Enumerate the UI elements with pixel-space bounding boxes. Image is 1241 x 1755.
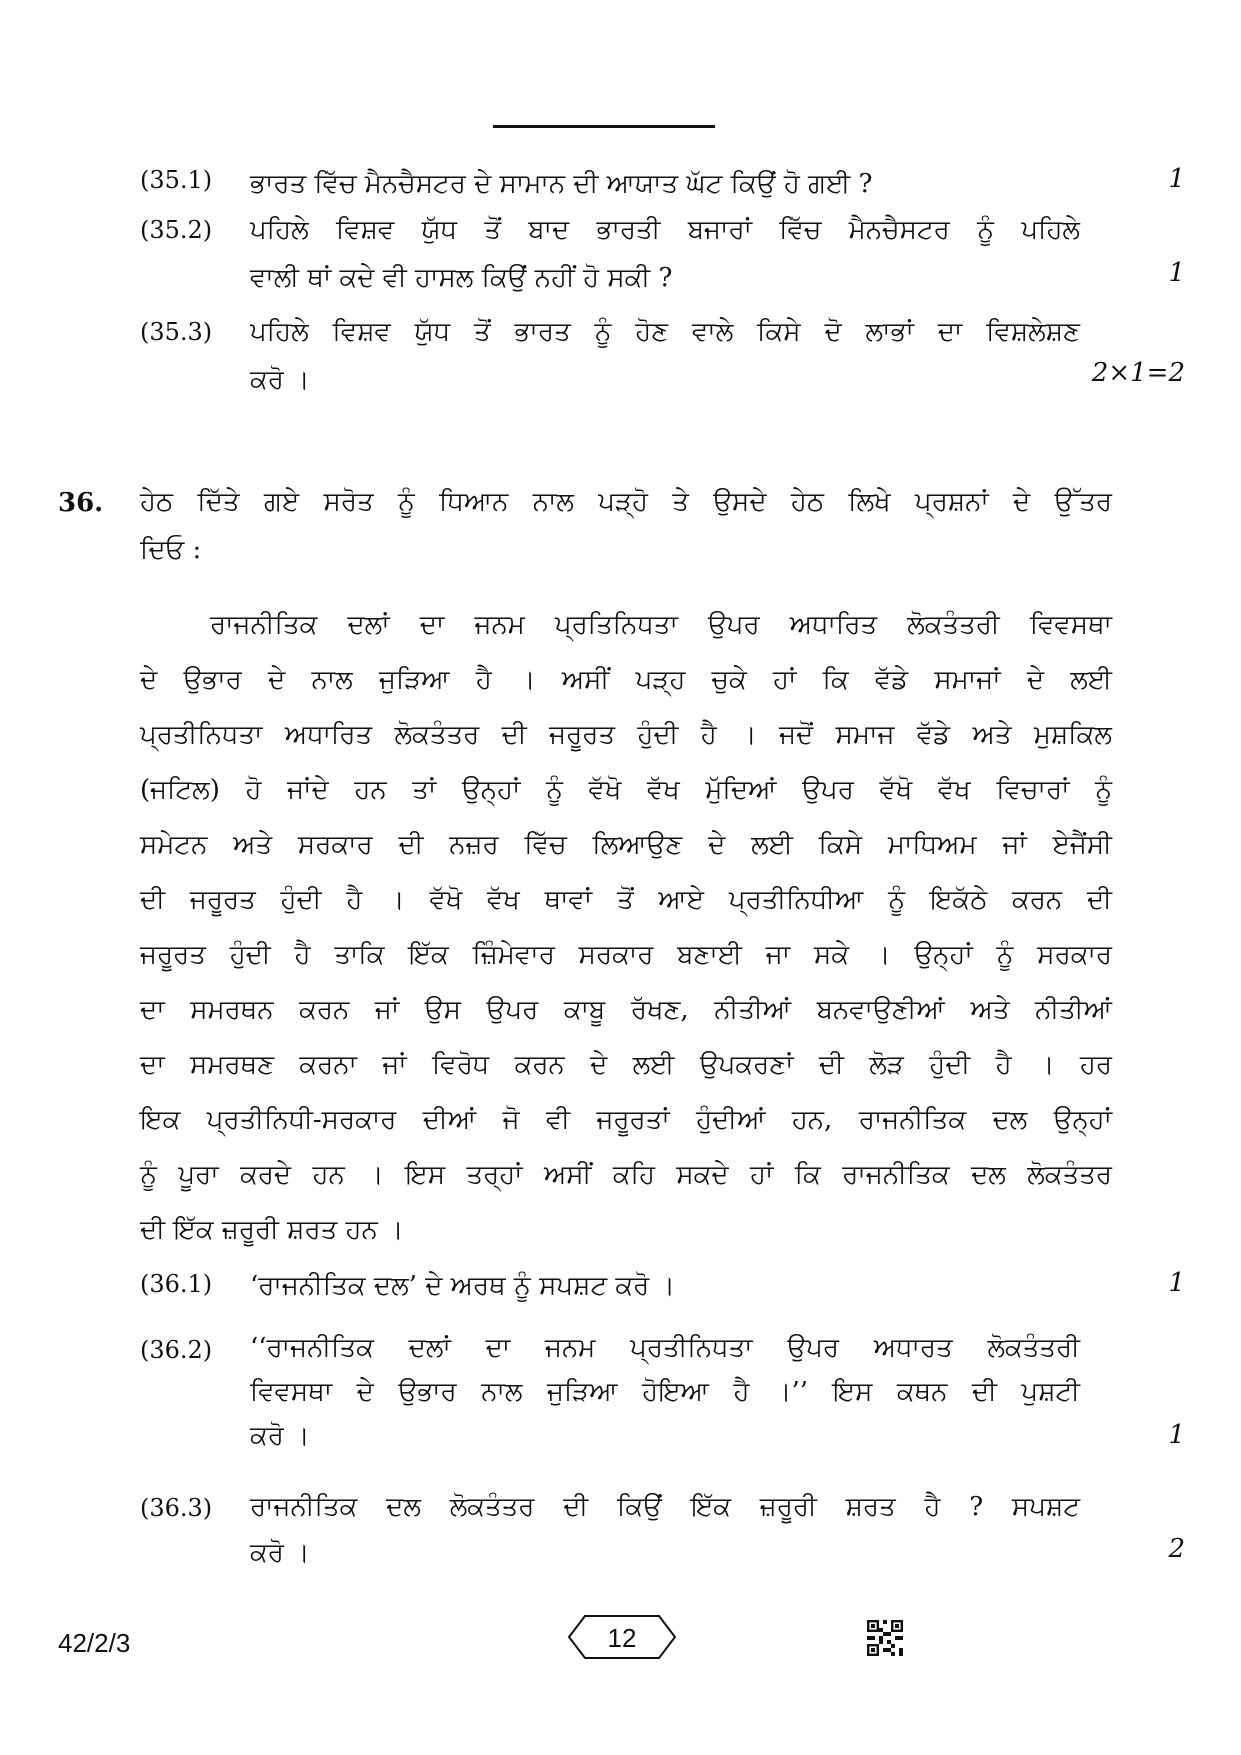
qr-code-icon	[867, 1620, 903, 1656]
marks: 1	[1168, 1268, 1185, 1298]
page-number: 12	[607, 1623, 637, 1653]
question-36-instruction: ਹੇਠ ਦਿੱਤੇ ਗਏ ਸਰੋਤ ਨੂੰ ਧਿਆਨ ਨਾਲ ਪੜ੍ਹੋ ਤੇ ਉਸਦੇ ਹੇਠ ਲਿਖੇ ਪ੍ਰਸ਼ਨਾਂ ਦੇ ਉੱਤਰ ਦਿਓ :	[140, 487, 1112, 565]
question-35-2	[140, 206, 1185, 302]
question-36-1	[140, 1262, 1185, 1310]
question-text: ‘‘ਰਾਜਨੀਤਿਕ ਦਲਾਂ ਦਾ ਜਨਮ ਪ੍ਰਤੀਨਿਧਤਾ ਉਪਰ ਅਧਾਰਤ ਲੋਕਤੰਤਰੀ	[250, 1333, 1080, 1363]
question-36-3	[140, 1484, 1185, 1580]
question-number: (36.3)	[140, 1494, 213, 1522]
question-text: ਵਿਵਸਥਾ ਦੇ ਉਭਾਰ ਨਾਲ ਜੁੜਿਆ ਹੋਇਆ ਹੈ ।’’ ਇਸ ਕਥਨ ਦੀ ਪੁਸ਼ਟੀ	[250, 1377, 1080, 1407]
question-number: (35.1)	[140, 166, 213, 194]
question-number: (36.2)	[140, 1336, 213, 1364]
question-text: ਭਾਰਤ ਵਿੱਚ ਮੈਨਚੈਸਟਰ ਦੇ ਸਾਮਾਨ ਦੀ ਆਯਾਤ ਘੱਟ ਕਿਉਂ ਹੋ ਗਈ ?	[250, 169, 873, 199]
paper-code: 42/2/3	[58, 1628, 131, 1658]
question-text: ‘ਰਾਜਨੀਤਿਕ ਦਲ’ ਦੇ ਅਰਥ ਨੂੰ ਸਪਸ਼ਟ ਕਰੋ ।	[250, 1271, 676, 1301]
question-text: ਪਹਿਲੇ ਵਿਸ਼ਵ ਯੁੱਧ ਤੋਂ ਬਾਦ ਭਾਰਤੀ ਬਜਾਰਾਂ ਵਿੱਚ ਮੈਨਚੈਸਟਰ ਨੂੰ ਪਹਿਲੇ	[250, 215, 1080, 245]
question-text: ਰਾਜਨੀਤਿਕ ਦਲ ਲੋਕਤੰਤਰ ਦੀ ਕਿਉਂ ਇੱਕ ਜ਼ਰੂਰੀ ਸ਼ਰਤ ਹੈ ? ਸਪਸ਼ਟ	[250, 1492, 1080, 1522]
question-35-1	[140, 160, 1185, 208]
question-number: (36.1)	[140, 1270, 213, 1298]
source-passage: ਰਾਜਨੀਤਿਕ ਦਲਾਂ ਦਾ ਜਨਮ ਪ੍ਰਤਿਨਿਧਤਾ ਉਪਰ ਅਧਾਰਿਤ ਲੋਕਤੰਤਰੀ ਵਿਵਸਥਾ ਦੇ ਉਭਾਰ ਦੇ ਨਾਲ ਜੁੜਿਆ ਹੈ । ਅਸੀਂ ਪੜ੍ਹ ਚੁਕੇ ਹਾਂ ਕਿ ਵੱਡੇ ਸਮਾਜਾਂ ਦੇ ਲਈ ਪ੍ਰਤੀਨਿਧਤਾ ਅਧਾਰਿਤ ਲੋਕਤੰਤਰ ਦੀ ਜਰੂਰਤ ਹੁੰਦੀ ਹੈ । ਜਦੋਂ ਸਮਾਜ ਵੱਡੇ ਅਤੇ ਮੁਸ਼ਕਿਲ (ਜਟਿਲ) ਹੋ ਜਾਂਦੇ ਹਨ ਤਾਂ ਉਨ੍ਹਾਂ ਨੂੰ ਵੱਖੋ ਵੱਖ ਮੁੱਦਿਆਂ ਉਪਰ ਵੱਖੋ ਵੱਖ ਵਿਚਾਰਾਂ ਨੂੰ ਸਮੇਟਨ ਅਤੇ ਸਰਕਾਰ ਦੀ ਨਜ਼ਰ ਵਿੱਚ ਲਿਆਉਣ ਦੇ ਲਈ ਕਿਸੇ ਮਾਧਿਅਮ ਜਾਂ ਏਜੈਂਸੀ ਦੀ ਜਰੂਰਤ ਹੁੰਦੀ ਹੈ । ਵੱਖੋ ਵੱਖ ਥਾਵਾਂ ਤੋਂ ਆਏ ਪ੍ਰਤੀਨਿਧੀਆ ਨੂੰ ਇਕੱਠੇ ਕਰਨ ਦੀ ਜਰੂਰਤ ਹੁੰਦੀ ਹੈ ਤਾਕਿ ਇੱਕ ਜ਼ਿੰਮੇਵਾਰ ਸਰਕਾਰ ਬਣਾਈ ਜਾ ਸਕੇ । ਉਨ੍ਹਾਂ ਨੂੰ ਸਰਕਾਰ ਦਾ ਸਮਰਥਨ ਕਰਨ ਜਾਂ ਉਸ ਉਪਰ ਕਾਬੂ ਰੱਖਣ, ਨੀਤੀਆਂ ਬਨਵਾਉਣੀਆਂ ਅਤੇ ਨੀਤੀਆਂ ਦਾ ਸਮਰਥਣ ਕਰਨਾ ਜਾਂ ਵਿਰੋਧ ਕਰਨ ਦੇ ਲਈ ਉਪਕਰਣਾਂ ਦੀ ਲੋੜ ਹੁੰਦੀ ਹੈ । ਹਰ ਇਕ ਪ੍ਰਤੀਨਿਧੀ-ਸਰਕਾਰ ਦੀਆਂ ਜੋ ਵੀ ਜਰੂਰਤਾਂ ਹੁੰਦੀਆਂ ਹਨ, ਰਾਜਨੀਤਿਕ ਦਲ ਉਨ੍ਹਾਂ ਨੂੰ ਪੂਰਾ ਕਰਦੇ ਹਨ । ਇਸ ਤਰ੍ਹਾਂ ਅਸੀਂ ਕਹਿ ਸਕਦੇ ਹਾਂ ਕਿ ਰਾਜਨੀਤਿਕ ਦਲ ਲੋਕਤੰਤਰ ਦੀ ਇੱਕ ਜ਼ਰੂਰੀ ਸ਼ਰਤ ਹਨ ।	[140, 610, 1112, 1245]
question-number: (35.2)	[140, 216, 213, 244]
question-text: ਪਹਿਲੇ ਵਿਸ਼ਵ ਯੁੱਧ ਤੋਂ ਭਾਰਤ ਨੂੰ ਹੋਣ ਵਾਲੇ ਕਿਸੇ ਦੋ ਲਾਭਾਂ ਦਾ ਵਿਸ਼ਲੇਸ਼ਣ	[250, 317, 1080, 347]
question-number: (35.3)	[140, 318, 213, 346]
marks: 1	[1168, 258, 1185, 288]
marks: 2×1=2	[1091, 358, 1185, 388]
question-36-2	[140, 1326, 1185, 1466]
top-rule	[493, 125, 715, 128]
question-text: ਕਰੋ ।	[250, 1421, 310, 1451]
question-text: ਕਰੋ ।	[250, 365, 310, 395]
marks: 1	[1168, 164, 1185, 194]
question-text: ਵਾਲੀ ਥਾਂ ਕਦੇ ਵੀ ਹਾਸਲ ਕਿਉਂ ਨਹੀਂ ਹੋ ਸਕੀ ?	[250, 263, 673, 293]
question-text: ਕਰੋ ।	[250, 1538, 310, 1568]
marks: 2	[1168, 1534, 1185, 1564]
question-35-3	[140, 308, 1185, 404]
marks: 1	[1168, 1420, 1185, 1450]
page-number-badge	[567, 1614, 677, 1660]
question-36-number: 36.	[58, 488, 104, 518]
